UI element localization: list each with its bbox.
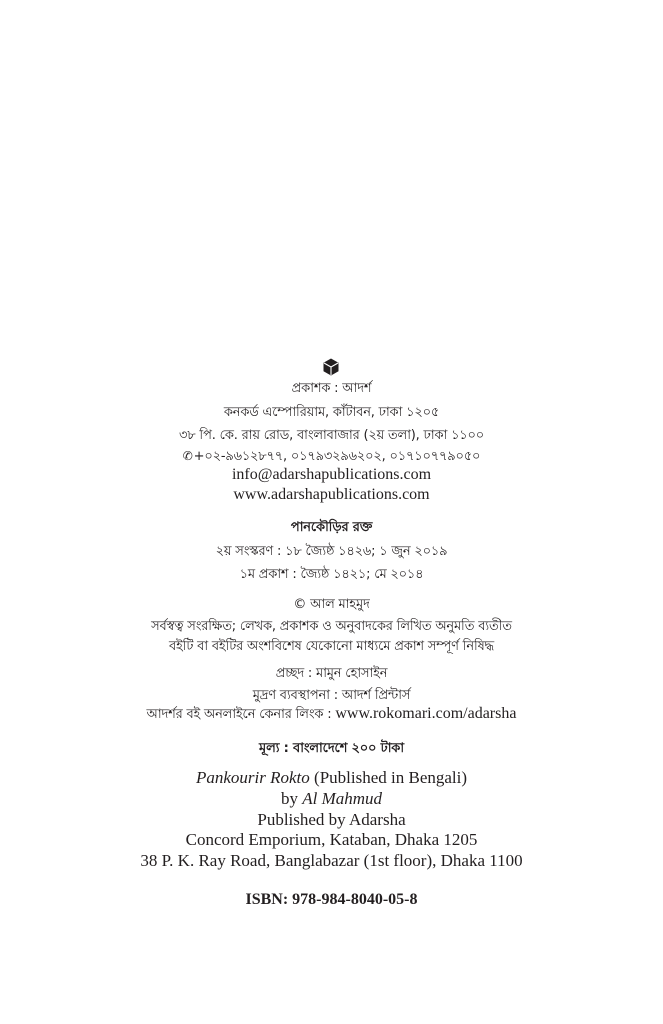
english-author-line bbox=[0, 789, 663, 809]
phone-numbers: +০২-৯৬১২৮৭৭, ০১৭৯৩২৯৬২০২, ০১৭১০৭৭৯০৫০ bbox=[193, 449, 481, 464]
publisher-phones bbox=[0, 447, 663, 468]
english-address-2: 38 P. K. Ray Road, Banglabazar (1st floor), Dhaka 1100 bbox=[140, 851, 523, 870]
english-published-by: Published by Adarsha bbox=[257, 810, 406, 829]
online-purchase-label: আদর্শর বই অনলাইনে কেনার লিংক : bbox=[146, 707, 336, 722]
rights-reserved-line-2: বইটি বা বইটির অংশবিশেষ যেকোনো মাধ্যমে প্রকাশ সম্পূর্ণ নিষিদ্ধ bbox=[169, 639, 494, 654]
english-title-line bbox=[0, 768, 663, 788]
online-purchase-link[interactable]: www.rokomari.com/adarsha bbox=[335, 705, 517, 722]
second-edition-info: ২য় সংস্করণ : ১৮ জ্যৈষ্ঠ ১৪২৬; ১ জুন ২০১৯ bbox=[215, 544, 448, 559]
cover-designer: প্রচ্ছদ : মামুন হোসাইন bbox=[275, 666, 388, 681]
publisher-website[interactable]: www.adarshapublications.com bbox=[233, 486, 430, 503]
online-purchase-line bbox=[0, 705, 663, 726]
publisher-address-2: ৩৮ পি. কে. রায় রোড, বাংলাবাজার (২য় তলা), ঢাকা ১১০০ bbox=[178, 428, 485, 443]
first-edition-info: ১ম প্রকাশ : জ্যৈষ্ঠ ১৪২১; মে ২০১৪ bbox=[239, 567, 424, 582]
english-title: Pankourir Rokto bbox=[195, 768, 310, 787]
printing-management: মুদ্রণ ব্যবস্থাপনা : আদর্শ প্রিন্টার্স bbox=[252, 688, 411, 703]
price: মূল্য : বাংলাদেশে ২০০ টাকা bbox=[259, 741, 404, 756]
publisher-email[interactable]: info@adarshapublications.com bbox=[231, 466, 432, 483]
isbn: ISBN: 978-984-8040-05-8 bbox=[245, 891, 418, 908]
publisher-address-1: কনকর্ড এম্পোরিয়াম, কাঁটাবন, ঢাকা ১২০৫ bbox=[223, 405, 440, 420]
rights-reserved-line-1: সর্বস্বত্ব সংরক্ষিত; লেখক, প্রকাশক ও অনুবাদকের লিখিত অনুমতি ব্যতীত bbox=[151, 619, 512, 634]
english-title-suffix: (Published in Bengali) bbox=[309, 768, 468, 787]
by-prefix: by bbox=[280, 789, 303, 808]
english-address-1: Concord Emporium, Kataban, Dhaka 1205 bbox=[185, 830, 478, 849]
english-author: Al Mahmud bbox=[302, 789, 383, 808]
cube-logo-icon bbox=[323, 358, 339, 376]
publisher-line: প্রকাশক : আদর্শ bbox=[291, 381, 372, 396]
copyright-holder: © আল মাহমুদ bbox=[293, 597, 370, 612]
book-title-bengali: পানকৌড়ির রক্ত bbox=[290, 520, 373, 535]
phone-icon: ✆ bbox=[182, 449, 193, 463]
